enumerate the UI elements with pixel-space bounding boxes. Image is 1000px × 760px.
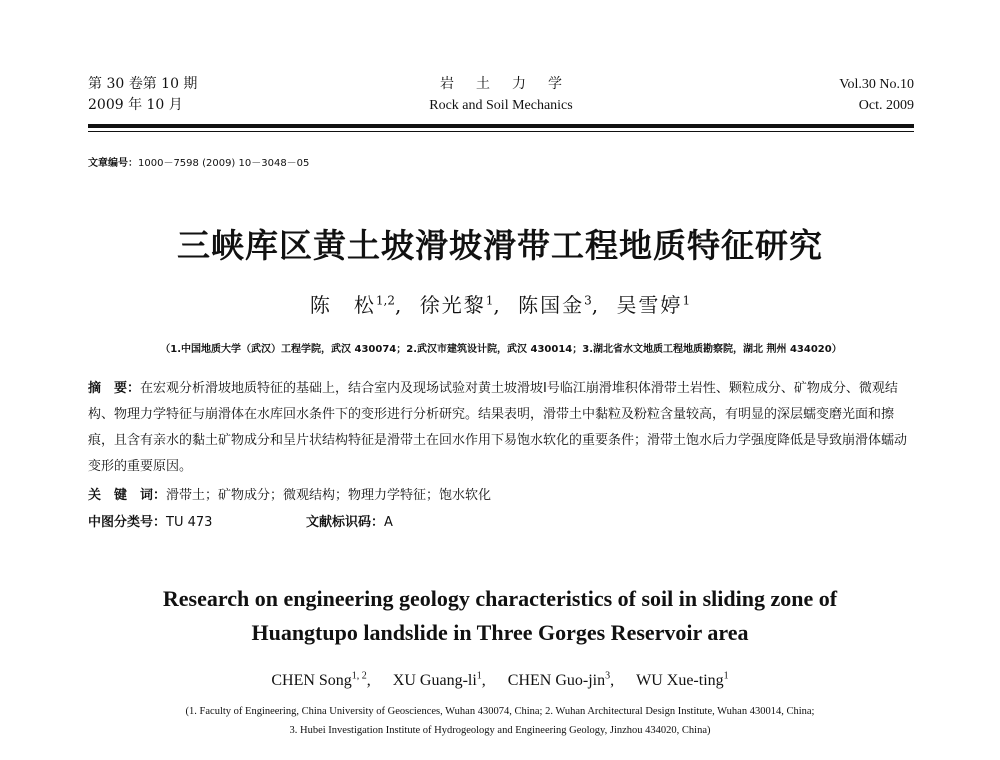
authors-cn: 陈 松$^{1,2}$, 徐光黎$^1$, 陈国金$^3$, 吴雪婷$^1$ <box>309 293 691 317</box>
classification-line <box>88 511 393 530</box>
keywords-label: 关 键 词： <box>88 488 167 503</box>
header-center <box>368 74 634 116</box>
header-right <box>839 74 914 116</box>
keywords-cn <box>88 484 491 503</box>
author-en: WU Xue-ting$^1$ <box>636 671 729 690</box>
author-cn: 陈国金$^3$ <box>518 293 592 317</box>
document-code-value: A <box>384 515 393 530</box>
affiliation-en <box>0 702 1000 740</box>
header-rule-thin <box>88 131 914 132</box>
author-en: CHEN Song$^{1, 2}$, <box>271 671 371 690</box>
abstract-cn <box>88 376 914 480</box>
author-en: XU Guang-$li^1$, <box>392 671 486 690</box>
header-left <box>88 74 197 116</box>
title-en-line1: Research on engineering geology characteristics of soil in sliding zone of <box>162 586 838 611</box>
affiliation-cn: （1.中国地质大学（武汉）工程学院，武汉 430074；2.武汉市建筑设计院，武汉 430014；3.湖北省水文地质工程地质勘察院，湖北 荆州 434020） <box>160 344 842 355</box>
author-cn: 陈 松$^{1,2}$ <box>309 293 395 317</box>
affiliation-en-line1: (1. Faculty of Engineering, China University of Geosciences, Wuhan 430074, China; 2. Wuhan Architectural Design Institute, Wuhan 430014, China; <box>185 706 815 717</box>
title-cn: 三峡库区黄土坡滑坡滑带工程地质特征研究 <box>177 226 823 265</box>
affiliation-en-line2: 3. Hubei Investigation Institute of Hydrogeology and Engineering Geology, Jinzhou 434020, China) <box>289 725 711 736</box>
date-en: Oct. 2009 <box>858 98 914 113</box>
author-cn: 徐光黎$^1$ <box>419 293 494 317</box>
title-en <box>0 582 1000 650</box>
header-rule-thick <box>88 124 914 128</box>
document-code <box>306 511 393 530</box>
article-number <box>88 154 309 169</box>
classification-value: TU 473 <box>166 515 213 530</box>
author-en: CHEN Guo-jin$^3$, <box>507 671 615 690</box>
article-number-label: 文章编号： <box>88 158 138 169</box>
journal-name-en: Rock and Soil Mechanics <box>429 98 573 113</box>
abstract-label: 摘 要： <box>88 381 141 396</box>
classification-label: 中图分类号： <box>88 515 167 530</box>
authors-en <box>0 671 1000 690</box>
author-cn: 吴雪婷$^1$ <box>616 293 691 317</box>
date-cn: 2009 年 10 月 <box>88 97 183 113</box>
article-number-value: 1000－7598 (2009) 10－3048－05 <box>138 158 310 169</box>
keywords-text: 滑带土；矿物成分；微观结构；物理力学特征；饱水软化 <box>166 488 492 503</box>
journal-header <box>88 74 914 120</box>
title-en-line2: Huangtupo landslide in Three Gorges Reservoir area <box>251 620 749 645</box>
volume-en: Vol.30 No.10 <box>839 77 914 92</box>
journal-name-cn: 岩土力学 <box>440 76 584 92</box>
abstract-text: 在宏观分析滑坡地质特征的基础上，结合室内及现场试验对黄土坡滑坡Ⅰ号临江崩滑堆积体滑带土岩性、颗粒成分、矿物成分、微观结构、物理力学特征与崩滑体在水库回水条件下的变形进行分析研究。结果表明，滑带土中黏粒及粉粒含量较高，有明显的深层蠕变磨光面和擦痕，且含有亲水的黏土矿物成分和呈片状结构特征是滑带土在回水作用下易饱水软化的重要条件；滑带土饱水后力学强度降低是导致崩滑体蠕动变形的重要原因。 <box>88 381 908 474</box>
issue-cn: 第 30 卷第 10 期 <box>88 76 198 92</box>
document-code-label: 文献标识码： <box>306 515 385 530</box>
